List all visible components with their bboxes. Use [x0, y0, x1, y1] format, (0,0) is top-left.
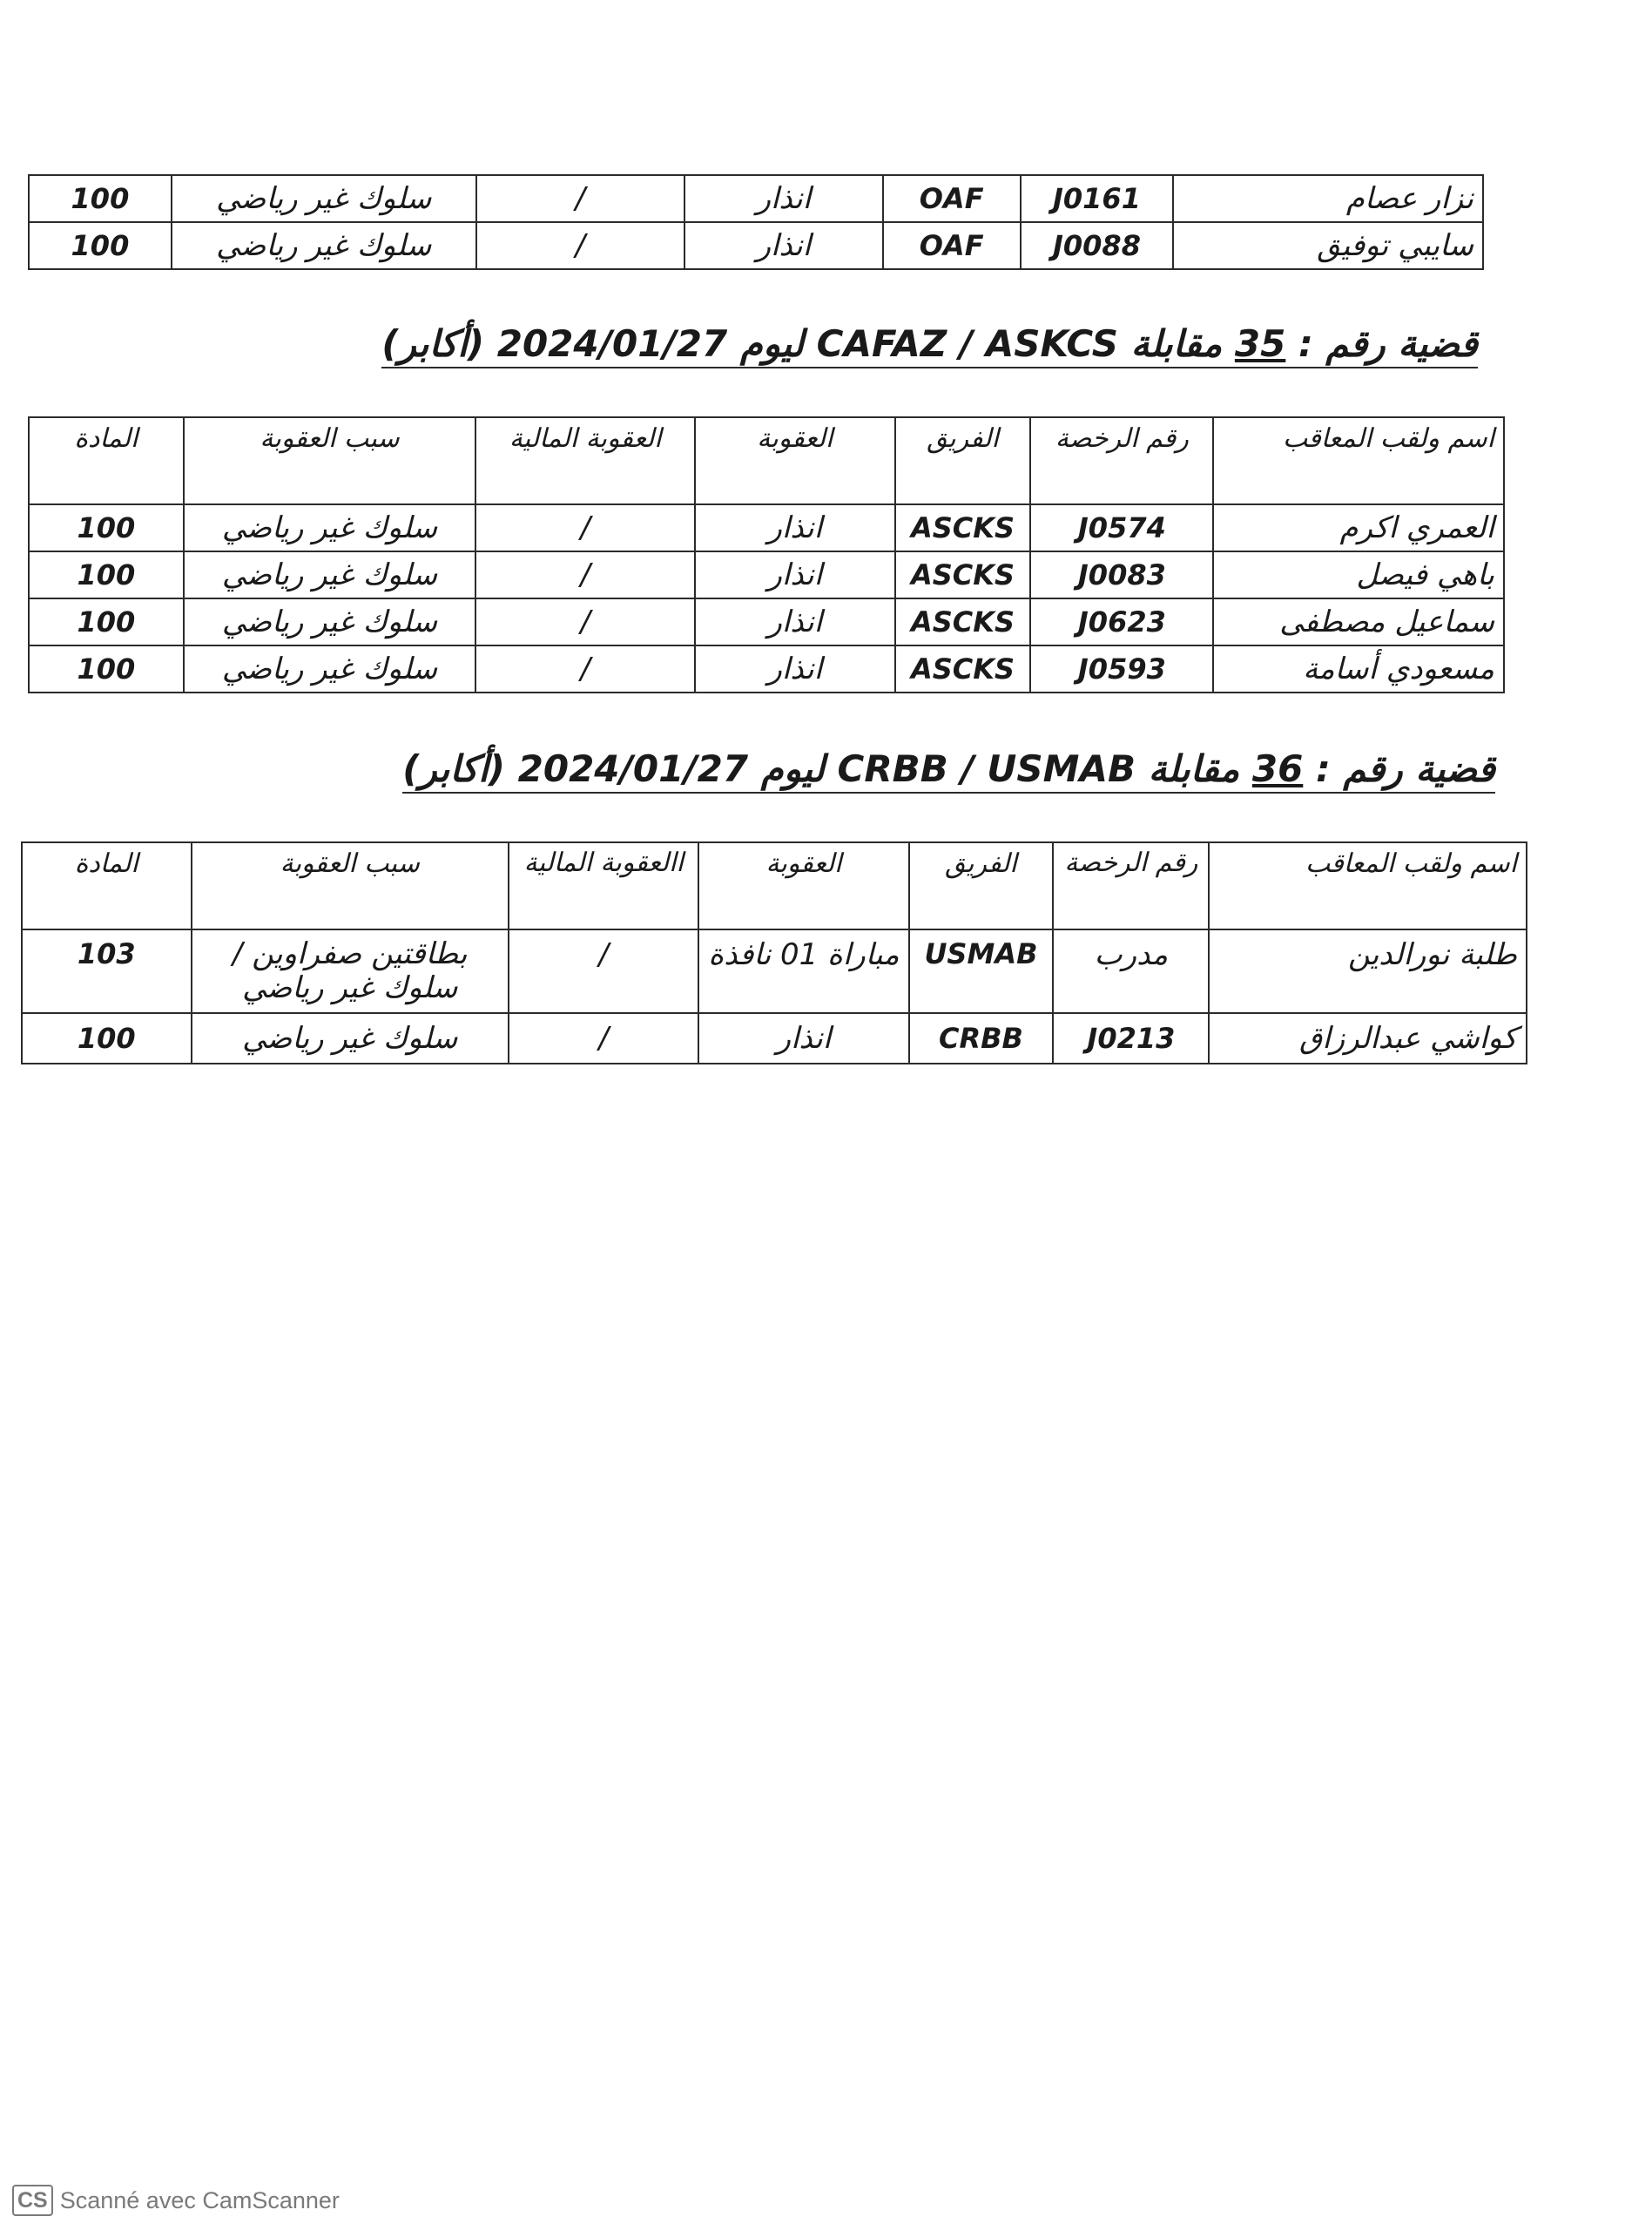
penalty-reason: سلوك غير رياضي [184, 504, 476, 551]
penalty-reason: سلوك غير رياضي [172, 222, 476, 269]
header-team: الفريق [895, 417, 1031, 504]
license-number: مدرب [1053, 929, 1209, 1013]
case-prefix: قضية رقم : [1298, 322, 1478, 365]
table-row [29, 645, 1504, 693]
match-date: ليوم 2024/01/27 (أكابر) [402, 747, 825, 790]
header-license: رقم الرخصة [1030, 417, 1213, 504]
team: ASCKS [895, 598, 1031, 645]
table-row [22, 929, 1527, 1013]
team: CRBB [909, 1013, 1054, 1064]
match-date: ليوم 2024/01/27 (أكابر) [381, 322, 804, 365]
header-reason: سبب العقوبة [192, 842, 509, 929]
fine: / [475, 645, 695, 693]
table-row [29, 175, 1483, 222]
header-license: رقم الرخصة [1053, 842, 1209, 929]
penalty: انذار [695, 551, 894, 598]
header-penalty: العقوبة [698, 842, 908, 929]
penalized-name: سايبي توفيق [1173, 222, 1483, 269]
header-fine: االعقوبة المالية [509, 842, 698, 929]
case-prefix: قضية رقم : [1315, 747, 1495, 790]
table-row [29, 504, 1504, 551]
case-number: 36 [1251, 747, 1304, 790]
table-case-35 [28, 416, 1505, 693]
table-row [29, 598, 1504, 645]
match-word: مقابلة [1130, 322, 1223, 365]
fine: / [509, 929, 698, 1013]
penalty-reason: سلوك غير رياضي [184, 645, 476, 693]
license-number: J0623 [1030, 598, 1213, 645]
header-penalty: العقوبة [695, 417, 894, 504]
team: ASCKS [895, 645, 1031, 693]
fine: / [476, 175, 684, 222]
penalty-reason: سلوك غير رياضي [184, 598, 476, 645]
penalized-name: كواشي عبدالرزاق [1209, 1013, 1527, 1064]
match-word: مقابلة [1148, 747, 1240, 790]
header-name: اسم ولقب المعاقب [1213, 417, 1504, 504]
match-teams: CAFAZ / ASKCS [816, 322, 1118, 365]
penalized-name: العمري اكرم [1213, 504, 1504, 551]
penalty: انذار [695, 598, 894, 645]
case-35-heading [381, 322, 1478, 368]
penalized-name: باهي فيصل [1213, 551, 1504, 598]
penalty-reason: بطاقتين صفراوين /سلوك غير رياضي [192, 929, 509, 1013]
header-fine: العقوبة المالية [475, 417, 695, 504]
team: USMAB [909, 929, 1054, 1013]
license-number: J0088 [1021, 222, 1174, 269]
article: 100 [29, 598, 184, 645]
penalized-name: طلبة نورالدين [1209, 929, 1527, 1013]
article: 100 [29, 175, 172, 222]
penalty: انذار [684, 175, 883, 222]
article: 100 [22, 1013, 192, 1064]
fine: / [475, 504, 695, 551]
fine: / [475, 598, 695, 645]
article: 100 [29, 551, 184, 598]
article: 100 [29, 504, 184, 551]
team: OAF [883, 222, 1021, 269]
penalized-name: سماعيل مصطفى [1213, 598, 1504, 645]
license-number: J0593 [1030, 645, 1213, 693]
article: 100 [29, 222, 172, 269]
fine: / [476, 222, 684, 269]
table-row [22, 1013, 1527, 1064]
article: 103 [22, 929, 192, 1013]
penalty: انذار [684, 222, 883, 269]
header-article: المادة [22, 842, 192, 929]
license-number: J0213 [1053, 1013, 1209, 1064]
license-number: J0161 [1021, 175, 1174, 222]
header-team: الفريق [909, 842, 1054, 929]
header-article: المادة [29, 417, 184, 504]
camscanner-footer [12, 2185, 340, 2216]
penalty: انذار [698, 1013, 908, 1064]
penalty-reason: سلوك غير رياضي [184, 551, 476, 598]
table-header-row [29, 417, 1504, 504]
penalty: انذار [695, 504, 894, 551]
case-36-heading [402, 747, 1495, 794]
penalty: انذار [695, 645, 894, 693]
header-name: اسم ولقب المعاقب [1209, 842, 1527, 929]
footer-text: Scanné avec CamScanner [59, 2186, 340, 2213]
penalty-reason: سلوك غير رياضي [192, 1013, 509, 1064]
penalized-name: مسعودي أسامة [1213, 645, 1504, 693]
table-case-36 [21, 841, 1527, 1064]
fine: / [509, 1013, 698, 1064]
camscanner-logo-icon: CS [12, 2185, 53, 2216]
penalized-name: نزار عصام [1173, 175, 1483, 222]
table-header-row [22, 842, 1527, 929]
article: 100 [29, 645, 184, 693]
fine: / [475, 551, 695, 598]
penalty-reason: سلوك غير رياضي [172, 175, 476, 222]
match-teams: CRBB / USMAB [837, 747, 1136, 790]
table-row [29, 551, 1504, 598]
team: ASCKS [895, 551, 1031, 598]
license-number: J0083 [1030, 551, 1213, 598]
table-top [28, 174, 1484, 270]
header-reason: سبب العقوبة [184, 417, 476, 504]
team: ASCKS [895, 504, 1031, 551]
license-number: J0574 [1030, 504, 1213, 551]
team: OAF [883, 175, 1021, 222]
table-row [29, 222, 1483, 269]
case-number: 35 [1234, 322, 1286, 365]
penalty: مباراة 01 نافذة [698, 929, 908, 1013]
